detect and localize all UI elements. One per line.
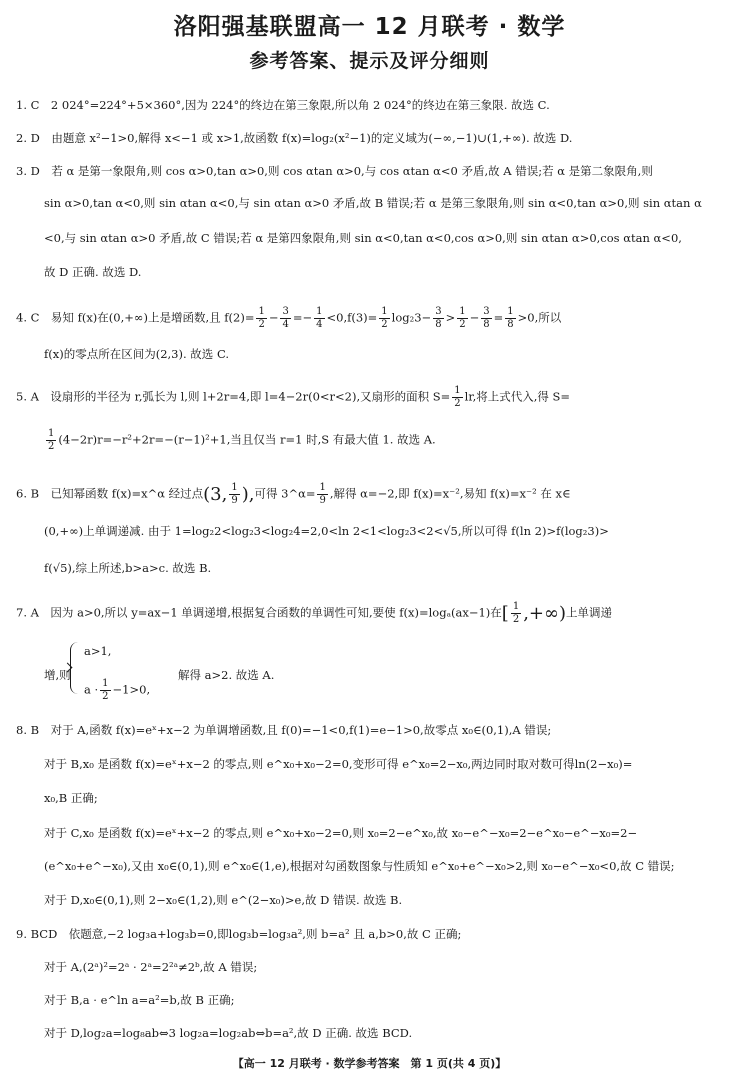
answer-5-line-2: $\frac{1}{2}$ (4−2r)r=−r²+2r=−(r−1)²+1,当且仅当 r=1 时,S 有最大值 1. 故选 A. <box>48 428 436 452</box>
answer-1-line-1: 1. C 2 024°=224°+5×360°,因为 224°的终边在第三象限,所以角 2 024°的终边在第三象限. 故选 C. <box>16 98 550 112</box>
fraction: $\frac{3}{4}$ <box>282 306 289 330</box>
answer-5-line-1: 5. A 设扇形的半径为 r,弧长为 l,则 l+2r=4,即 l=4−2r(0<r<2),又扇形的面积 S= $\frac{1}{2}$ lr,将上式代入,得 S= <box>16 385 571 409</box>
answer-4-line-1: 4. C 易知 f(x)在(0,+∞)上是增函数,且 f(2)= $\frac{1}{2}$ − $\frac{3}{4}$ =− $\frac{1}{4}$ <0,f(3)= $\frac{1}{2}$ log₂3− $\frac{3}{8}$ > $\frac{1}{2}$ − $\frac{3}{8}$ = $\frac{1}{8}$ >0,所以 <box>16 306 562 330</box>
fraction: $\frac{3}{8}$ <box>483 306 490 330</box>
answer-4-line-2: f(x)的零点所在区间为(2,3). 故选 C. <box>44 347 229 361</box>
answer-7-conclusion: 解得 a>2. 故选 A. <box>178 668 275 682</box>
answer-8-line-5: (e^x₀+e^−x₀),又由 x₀∈(0,1),则 e^x₀∈(1,e),根据对勾函数图象与性质知 e^x₀+e^−x₀>2,则 x₀−e^−x₀<0,故 C 错误; <box>44 859 675 873</box>
fraction: $\frac{1}{2}$ <box>454 385 461 409</box>
answer-6-line-2: (0,+∞)上单调递减. 由于 1=log₂2<log₂3<log₂4=2,0<ln 2<1<log₂3<2<√5,所以可得 f(ln 2)>f(log₂3)> <box>44 524 609 538</box>
answer-3-line-3: <0,与 sin αtan α>0 矛盾,故 C 错误;若 α 是第四象限角,则 sin α<0,tan α<0,cos α>0,则 sin αtan α>0,cos αtan α<0, <box>44 231 682 245</box>
answer-3-line-1: 3. D 若 α 是第一象限角,则 cos α>0,tan α>0,则 cos αtan α>0,与 cos αtan α<0 矛盾,故 A 错误;若 α 是第二象限角,则 <box>16 164 653 178</box>
answer-8-line-3: x₀,B 正确; <box>44 791 98 805</box>
case-brace <box>70 642 80 694</box>
page-footer: 【高一 12 月联考 · 数学参考答案 第 1 页(共 4 页)】 <box>232 1057 507 1070</box>
answer-3-line-4: 故 D 正确. 故选 D. <box>44 265 142 279</box>
fraction: $\frac{1}{9}$ <box>319 482 326 506</box>
answer-7-case-label: 增,则 <box>44 668 71 682</box>
answer-4-prefix: 4. C 易知 f(x)在(0,+∞)上是增函数,且 f(2)= <box>16 310 255 325</box>
fraction: $\frac{1}{2}$ <box>102 678 109 702</box>
answer-8-line-4: 对于 C,x₀ 是函数 f(x)=eˣ+x−2 的零点,则 e^x₀+x₀−2=0,则 x₀=2−e^x₀,故 x₀−e^−x₀=2−e^x₀−e^−x₀=2− <box>44 826 638 840</box>
fraction: $\frac{1}{2}$ <box>48 428 55 452</box>
answer-3-line-2: sin α>0,tan α<0,则 sin αtan α<0,与 sin αtan α>0 矛盾,故 B 错误;若 α 是第三象限角,则 sin α<0,tan α>0,则 sin αtan α <box>44 196 702 210</box>
answer-8-line-1: 8. B 对于 A,函数 f(x)=eˣ+x−2 为单调增函数,且 f(0)=−1<0,f(1)=e−1>0,故零点 x₀∈(0,1),A 错误; <box>16 723 552 737</box>
fraction: $\frac{1}{4}$ <box>316 306 323 330</box>
fraction: $\frac{1}{2}$ <box>381 306 388 330</box>
answer-8-line-2: 对于 B,x₀ 是函数 f(x)=eˣ+x−2 的零点,则 e^x₀+x₀−2=0,变形可得 e^x₀=2−x₀,两边同时取对数可得ln(2−x₀)= <box>44 757 633 771</box>
answer-6-line-1: 6. B 已知幂函数 f(x)=x^α 经过点(3, $\frac{1}{9}$ ),可得 3^α= $\frac{1}{9}$ ,解得 α=−2,即 f(x)=x⁻²,易知 f(x)=x⁻² 在 x∈ <box>16 482 571 506</box>
answer-9-line-2: 对于 A,(2ᵃ)²=2ᵃ · 2ᵃ=2²ᵃ≠2ᵇ,故 A 错误; <box>44 960 258 974</box>
answer-9-line-1: 9. BCD 依题意,−2 log₃a+log₃b=0,即log₃b=log₃a²,则 b=a² 且 a,b>0,故 C 正确; <box>16 927 462 941</box>
answer-7-case-2: a · $\frac{1}{2}$ −1>0, <box>84 678 151 702</box>
fraction: $\frac{1}{9}$ <box>231 482 238 506</box>
answer-7-line-1: 7. A 因为 a>0,所以 y=ax−1 单调递增,根据复合函数的单调性可知,要使 f(x)=logₐ(ax−1)在[ $\frac{1}{2}$ ,+∞)上单调递 <box>16 601 613 625</box>
answer-2-line-1: 2. D 由题意 x²−1>0,解得 x<−1 或 x>1,故函数 f(x)=log₂(x²−1)的定义域为(−∞,−1)∪(1,+∞). 故选 D. <box>16 131 573 145</box>
page-title: 洛阳强基联盟高一 12 月联考 · 数学 <box>173 14 566 40</box>
answer-8-line-6: 对于 D,x₀∈(0,1),则 2−x₀∈(1,2),则 e^(2−x₀)>e,故 D 错误. 故选 B. <box>44 893 403 907</box>
answer-6-line-3: f(√5),综上所述,b>a>c. 故选 B. <box>44 561 212 575</box>
fraction: $\frac{3}{8}$ <box>435 306 442 330</box>
fraction: $\frac{1}{2}$ <box>512 601 520 625</box>
fraction: $\frac{1}{2}$ <box>459 306 466 330</box>
page-subtitle: 参考答案、提示及评分细则 <box>249 50 490 72</box>
fraction: $\frac{1}{8}$ <box>507 306 514 330</box>
answer-9-line-3: 对于 B,a · e^ln a=a²=b,故 B 正确; <box>44 993 235 1007</box>
answer-7-case-1: a>1, <box>84 644 112 658</box>
fraction: $\frac{1}{2}$ <box>258 306 265 330</box>
answer-9-line-4: 对于 D,log₂a=log₈ab⇔3 log₂a=log₂ab⇔b=a²,故 D 正确. 故选 BCD. <box>44 1026 413 1040</box>
